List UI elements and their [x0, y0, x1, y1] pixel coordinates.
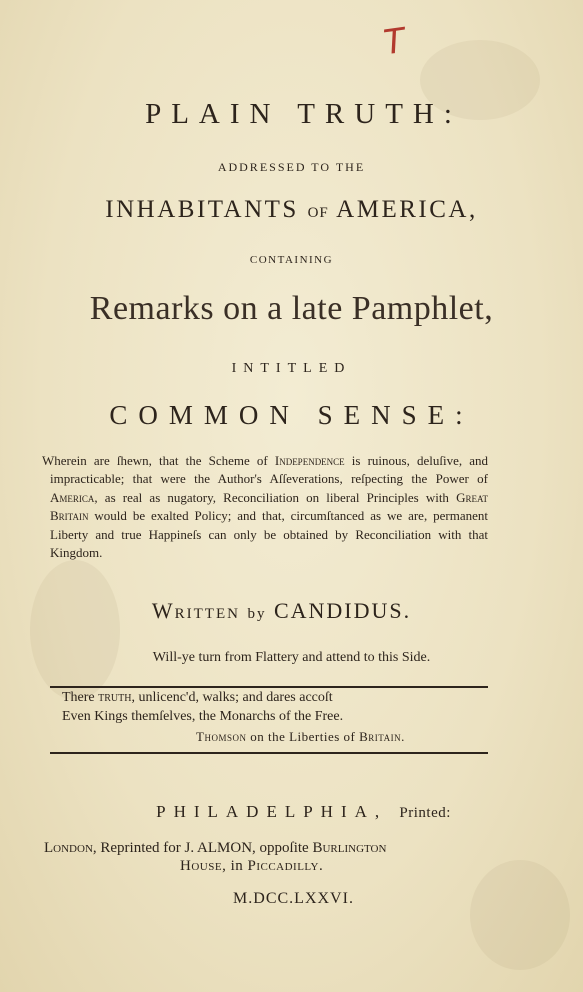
summary-text: Wherein are ſhewn, that the Scheme of: [42, 453, 275, 468]
burlington-label: Burlington: [312, 840, 387, 856]
printed-label: Printed:: [399, 805, 451, 821]
paper-stain: [30, 560, 120, 700]
america-text: AMERICA,: [336, 196, 478, 223]
piccadilly-label: Piccadilly: [247, 858, 319, 874]
summary-text: , as real as nugatory, Reconciliation on liberal Principles with: [94, 489, 457, 505]
remarks-line: Remarks on a late Pamphlet,: [89, 290, 494, 327]
by-label: by: [247, 606, 267, 622]
written-label: Written: [151, 598, 240, 623]
summary-america: America: [50, 489, 95, 505]
summary-text: would be exalted Policy; and that, circumſtanced as we are, permanent Liberty and true Happineſs can only be obtained by Reconciliation with that Kingdom.: [50, 508, 488, 561]
imprint-date: M.DCC.LXXVI.: [233, 890, 354, 907]
imprint-place: [12, 802, 583, 822]
summary-paragraph: [42, 452, 488, 562]
imprint-london: [44, 840, 386, 857]
inhabitants-text: INHABITANTS: [105, 196, 299, 223]
verse-attribution: [196, 729, 405, 745]
inhabitants-line: [0, 196, 583, 224]
author-name: CANDIDUS.: [273, 598, 412, 623]
house-text: , in: [222, 858, 248, 874]
common-sense-title: COMMON SENSE:: [109, 400, 474, 430]
summary-independence: Independence: [274, 453, 345, 468]
summary-great-britain: Great Britain: [50, 489, 488, 524]
addressed-line: ADDRESSED TO THE: [217, 160, 366, 174]
verse-text: There: [62, 690, 99, 705]
attrib-end: .: [401, 729, 405, 744]
verse-line-1: [62, 690, 333, 706]
shelfmark: T: [381, 20, 408, 64]
verse-line-2: Even Kings themſelves, the Monarchs of the Free.: [62, 709, 344, 724]
place-name: PHILADELPHIA,: [156, 802, 388, 821]
written-by-line: [0, 598, 573, 624]
verse-truth: truth: [98, 690, 132, 705]
attrib-author: Thomson: [196, 729, 247, 744]
rule-top: [50, 686, 488, 688]
motto-line: Will-ye turn from Flattery and attend to this Side.: [152, 650, 431, 665]
of-text: OF: [307, 205, 329, 221]
containing-line: CONTAINING: [249, 254, 334, 266]
page-title: PLAIN TRUTH:: [145, 98, 462, 130]
rule-bottom: [50, 752, 488, 754]
verse-text: , unlicenc'd, walks; and dares accoſt: [131, 690, 333, 705]
imprint-house: [180, 858, 323, 875]
summary-text: is ruinous, deluſive, and impracticable; that were the Author's Aſſeverations, reſpecting the Power of: [50, 453, 488, 487]
london-text: , Reprinted for J. ALMON, oppoſite: [92, 840, 313, 856]
house-end: .: [319, 858, 324, 874]
london-label: London: [44, 840, 93, 856]
paper-stain: [470, 860, 570, 970]
attrib-britain: Britain: [359, 729, 402, 744]
attrib-text: on the Liberties of: [246, 729, 360, 744]
house-label: House: [180, 858, 223, 874]
intitled-line: INTITLED: [231, 361, 352, 376]
